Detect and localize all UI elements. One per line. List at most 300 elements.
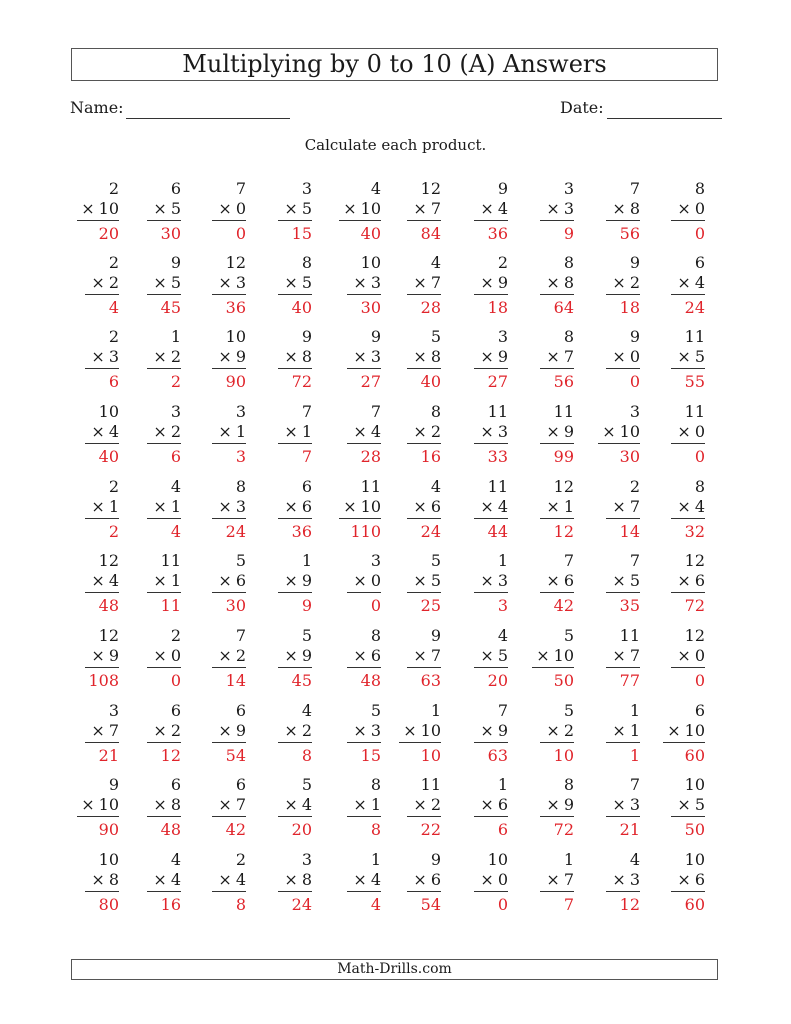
- times-symbol: ×: [612, 795, 626, 814]
- multiplicand: 6: [170, 179, 181, 198]
- answer: 44: [487, 522, 508, 541]
- answer-rule: [671, 368, 705, 369]
- multiplicand: 8: [694, 477, 705, 496]
- multiplicand: 11: [160, 551, 181, 570]
- multiplier-line: [218, 199, 246, 219]
- answer-rule: [347, 816, 381, 817]
- multiplier-line: [343, 497, 381, 517]
- answer: 16: [420, 447, 441, 466]
- problem: [121, 327, 181, 395]
- multiplier-line: [403, 721, 441, 741]
- multiplier-line: [677, 273, 705, 293]
- multiplier: 0: [629, 347, 640, 366]
- problem: [448, 626, 508, 694]
- answer: 54: [420, 895, 441, 914]
- times-symbol: ×: [480, 347, 494, 366]
- multiplier: 1: [170, 497, 181, 516]
- times-symbol: ×: [91, 497, 105, 516]
- times-symbol: ×: [284, 422, 298, 441]
- answer: 21: [98, 746, 119, 765]
- multiplicand: 1: [370, 850, 381, 869]
- answer-rule: [147, 816, 181, 817]
- multiplicand: 8: [563, 253, 574, 272]
- answer: 6: [170, 447, 181, 466]
- multiplicand: 11: [553, 402, 574, 421]
- problem: [121, 253, 181, 321]
- answer: 72: [553, 820, 574, 839]
- times-symbol: ×: [602, 422, 616, 441]
- multiplier-line: [536, 646, 574, 666]
- multiplicand: 9: [629, 253, 640, 272]
- answer-rule: [77, 816, 119, 817]
- answer: 2: [108, 522, 119, 541]
- problem: [645, 701, 705, 769]
- multiplier: 1: [563, 497, 574, 516]
- worksheet-title: Multiplying by 0 to 10 (A) Answers: [71, 48, 718, 81]
- multiplier: 1: [235, 422, 246, 441]
- answer: 0: [370, 596, 381, 615]
- multiplier-line: [612, 721, 640, 741]
- answer-rule: [212, 220, 246, 221]
- multiplier-line: [153, 273, 181, 293]
- times-symbol: ×: [153, 795, 167, 814]
- problem: [252, 775, 312, 843]
- times-symbol: ×: [91, 347, 105, 366]
- answer-rule: [474, 443, 508, 444]
- times-symbol: ×: [677, 347, 691, 366]
- times-symbol: ×: [153, 721, 167, 740]
- answer-rule: [278, 667, 312, 668]
- multiplier-line: [284, 422, 312, 442]
- problem: [448, 253, 508, 321]
- multiplier: 10: [553, 646, 574, 665]
- answer: 0: [497, 895, 508, 914]
- multiplier-line: [667, 721, 705, 741]
- multiplicand: 9: [629, 327, 640, 346]
- answer: 18: [619, 298, 640, 317]
- problem: [580, 179, 640, 247]
- multiplicand: 12: [684, 551, 705, 570]
- times-symbol: ×: [403, 721, 417, 740]
- problem: [321, 253, 381, 321]
- multiplier-line: [413, 273, 441, 293]
- multiplier: 10: [360, 199, 381, 218]
- multiplier: 5: [694, 347, 705, 366]
- multiplicand: 9: [497, 179, 508, 198]
- answer: 42: [553, 596, 574, 615]
- times-symbol: ×: [677, 199, 691, 218]
- answer: 56: [553, 372, 574, 391]
- times-symbol: ×: [153, 870, 167, 889]
- multiplier-line: [284, 571, 312, 591]
- answer-rule: [407, 294, 441, 295]
- answer-rule: [606, 816, 640, 817]
- multiplier-line: [353, 721, 381, 741]
- multiplicand: 4: [301, 701, 312, 720]
- multiplier: 5: [694, 795, 705, 814]
- answer-rule: [540, 220, 574, 221]
- multiplier-line: [353, 870, 381, 890]
- multiplicand: 10: [98, 402, 119, 421]
- answer-rule: [85, 368, 119, 369]
- answer: 40: [98, 447, 119, 466]
- problem: [381, 179, 441, 247]
- problem: [186, 701, 246, 769]
- problem: [321, 850, 381, 918]
- times-symbol: ×: [353, 571, 367, 590]
- times-symbol: ×: [353, 795, 367, 814]
- answer-rule: [212, 518, 246, 519]
- answer-rule: [540, 518, 574, 519]
- multiplier-line: [413, 870, 441, 890]
- multiplicand: 4: [629, 850, 640, 869]
- multiplier-line: [480, 347, 508, 367]
- answer: 18: [487, 298, 508, 317]
- problem: [252, 477, 312, 545]
- times-symbol: ×: [612, 199, 626, 218]
- problem: [59, 253, 119, 321]
- multiplier: 6: [563, 571, 574, 590]
- multiplier-line: [284, 273, 312, 293]
- multiplicand: 11: [487, 477, 508, 496]
- multiplier: 0: [170, 646, 181, 665]
- multiplicand: 10: [98, 850, 119, 869]
- answer-rule: [347, 667, 381, 668]
- answer-rule: [540, 742, 574, 743]
- times-symbol: ×: [218, 571, 232, 590]
- multiplier-line: [612, 795, 640, 815]
- multiplicand: 1: [301, 551, 312, 570]
- times-symbol: ×: [677, 497, 691, 516]
- multiplicand: 5: [430, 327, 441, 346]
- answer-rule: [212, 592, 246, 593]
- multiplier: 5: [301, 199, 312, 218]
- answer-rule: [540, 891, 574, 892]
- multiplicand: 4: [497, 626, 508, 645]
- answer-rule: [540, 368, 574, 369]
- answer-rule: [212, 816, 246, 817]
- problem: [121, 775, 181, 843]
- answer: 1: [629, 746, 640, 765]
- answer-rule: [278, 220, 312, 221]
- problem: [321, 402, 381, 470]
- multiplier-line: [353, 571, 381, 591]
- multiplicand: 8: [301, 253, 312, 272]
- multiplier: 7: [430, 199, 441, 218]
- times-symbol: ×: [413, 795, 427, 814]
- times-symbol: ×: [677, 273, 691, 292]
- answer: 55: [684, 372, 705, 391]
- multiplicand: 2: [235, 850, 246, 869]
- multiplicand: 3: [370, 551, 381, 570]
- problem: [580, 850, 640, 918]
- multiplier: 10: [360, 497, 381, 516]
- multiplier: 2: [235, 646, 246, 665]
- multiplicand: 8: [563, 327, 574, 346]
- problem: [580, 402, 640, 470]
- multiplier-line: [612, 870, 640, 890]
- multiplier: 4: [301, 795, 312, 814]
- multiplier: 4: [694, 273, 705, 292]
- answer: 24: [225, 522, 246, 541]
- multiplicand: 5: [370, 701, 381, 720]
- multiplier-line: [677, 795, 705, 815]
- problem: [121, 477, 181, 545]
- problem: [321, 626, 381, 694]
- times-symbol: ×: [413, 646, 427, 665]
- times-symbol: ×: [546, 721, 560, 740]
- problem: [514, 626, 574, 694]
- answer-rule: [407, 220, 441, 221]
- problem: [580, 701, 640, 769]
- answer-rule: [532, 667, 574, 668]
- problem: [514, 253, 574, 321]
- multiplier-line: [612, 571, 640, 591]
- multiplier-line: [91, 721, 119, 741]
- answer: 14: [619, 522, 640, 541]
- multiplicand: 1: [170, 327, 181, 346]
- multiplier-line: [153, 795, 181, 815]
- multiplier: 5: [629, 571, 640, 590]
- times-symbol: ×: [284, 497, 298, 516]
- times-symbol: ×: [480, 646, 494, 665]
- times-symbol: ×: [91, 571, 105, 590]
- multiplicand: 2: [497, 253, 508, 272]
- problem: [381, 551, 441, 619]
- multiplier: 4: [694, 497, 705, 516]
- multiplier-line: [153, 347, 181, 367]
- answer: 80: [98, 895, 119, 914]
- answer: 48: [360, 671, 381, 690]
- answer-rule: [347, 443, 381, 444]
- answer: 40: [360, 224, 381, 243]
- times-symbol: ×: [218, 497, 232, 516]
- answer: 32: [684, 522, 705, 541]
- problem: [121, 850, 181, 918]
- answer: 35: [619, 596, 640, 615]
- multiplier-line: [546, 347, 574, 367]
- problem: [514, 477, 574, 545]
- answer: 24: [684, 298, 705, 317]
- multiplier: 6: [497, 795, 508, 814]
- answer: 3: [497, 596, 508, 615]
- problem: [514, 402, 574, 470]
- multiplier-line: [153, 571, 181, 591]
- multiplicand: 3: [170, 402, 181, 421]
- multiplier-line: [284, 199, 312, 219]
- multiplicand: 9: [301, 327, 312, 346]
- answer: 8: [235, 895, 246, 914]
- answer: 8: [370, 820, 381, 839]
- multiplier: 2: [563, 721, 574, 740]
- date-label: Date:: [560, 98, 604, 117]
- multiplier-line: [81, 795, 119, 815]
- problem: [186, 775, 246, 843]
- multiplier-line: [546, 199, 574, 219]
- problem: [252, 179, 312, 247]
- multiplicand: 4: [170, 477, 181, 496]
- multiplicand: 2: [108, 179, 119, 198]
- times-symbol: ×: [413, 347, 427, 366]
- multiplier: 9: [497, 347, 508, 366]
- problem: [59, 477, 119, 545]
- answer-rule: [671, 667, 705, 668]
- times-symbol: ×: [153, 497, 167, 516]
- answer-rule: [671, 518, 705, 519]
- answer: 15: [291, 224, 312, 243]
- multiplicand: 12: [684, 626, 705, 645]
- answer-rule: [347, 592, 381, 593]
- multiplier-line: [91, 273, 119, 293]
- multiplicand: 11: [619, 626, 640, 645]
- multiplier-line: [218, 646, 246, 666]
- times-symbol: ×: [612, 497, 626, 516]
- multiplier: 6: [694, 870, 705, 889]
- answer: 20: [291, 820, 312, 839]
- answer: 84: [420, 224, 441, 243]
- answer-rule: [606, 368, 640, 369]
- multiplier: 7: [430, 646, 441, 665]
- times-symbol: ×: [413, 571, 427, 590]
- problem: [186, 850, 246, 918]
- multiplier-line: [413, 422, 441, 442]
- answer: 45: [160, 298, 181, 317]
- multiplicand: 5: [563, 626, 574, 645]
- multiplicand: 12: [225, 253, 246, 272]
- times-symbol: ×: [353, 646, 367, 665]
- problem: [381, 402, 441, 470]
- times-symbol: ×: [284, 870, 298, 889]
- multiplier: 3: [370, 273, 381, 292]
- answer-rule: [85, 518, 119, 519]
- multiplicand: 6: [694, 253, 705, 272]
- problem: [645, 850, 705, 918]
- name-label: Name:: [70, 98, 124, 117]
- multiplicand: 2: [629, 477, 640, 496]
- times-symbol: ×: [480, 870, 494, 889]
- answer-rule: [147, 742, 181, 743]
- problem: [381, 775, 441, 843]
- answer-rule: [347, 368, 381, 369]
- multiplicand: 3: [301, 179, 312, 198]
- multiplier: 2: [301, 721, 312, 740]
- multiplier-line: [153, 646, 181, 666]
- times-symbol: ×: [480, 422, 494, 441]
- multiplicand: 7: [629, 775, 640, 794]
- times-symbol: ×: [284, 199, 298, 218]
- multiplier-line: [612, 199, 640, 219]
- multiplicand: 10: [225, 327, 246, 346]
- problem: [448, 477, 508, 545]
- multiplier: 8: [563, 273, 574, 292]
- answer: 0: [694, 671, 705, 690]
- multiplier: 4: [235, 870, 246, 889]
- problem: [252, 850, 312, 918]
- times-symbol: ×: [218, 646, 232, 665]
- answer: 99: [553, 447, 574, 466]
- times-symbol: ×: [153, 646, 167, 665]
- answer: 7: [301, 447, 312, 466]
- multiplicand: 4: [430, 477, 441, 496]
- times-symbol: ×: [413, 870, 427, 889]
- multiplicand: 12: [553, 477, 574, 496]
- answer: 48: [160, 820, 181, 839]
- problem: [59, 775, 119, 843]
- answer-rule: [474, 742, 508, 743]
- multiplier-line: [413, 795, 441, 815]
- answer: 10: [420, 746, 441, 765]
- multiplicand: 7: [497, 701, 508, 720]
- problem: [448, 179, 508, 247]
- answer-rule: [540, 294, 574, 295]
- answer-rule: [540, 592, 574, 593]
- answer-rule: [606, 667, 640, 668]
- answer-rule: [147, 518, 181, 519]
- answer: 90: [225, 372, 246, 391]
- answer-rule: [278, 443, 312, 444]
- multiplier-line: [413, 646, 441, 666]
- problem: [514, 775, 574, 843]
- multiplicand: 5: [430, 551, 441, 570]
- answer-rule: [474, 592, 508, 593]
- multiplicand: 10: [487, 850, 508, 869]
- answer-rule: [474, 667, 508, 668]
- problem: [580, 626, 640, 694]
- answer: 54: [225, 746, 246, 765]
- answer-rule: [278, 592, 312, 593]
- answer: 4: [108, 298, 119, 317]
- answer-rule: [278, 891, 312, 892]
- multiplicand: 4: [370, 179, 381, 198]
- times-symbol: ×: [153, 347, 167, 366]
- multiplier: 6: [370, 646, 381, 665]
- problem: [321, 327, 381, 395]
- times-symbol: ×: [546, 497, 560, 516]
- times-symbol: ×: [546, 347, 560, 366]
- multiplicand: 9: [370, 327, 381, 346]
- times-symbol: ×: [546, 571, 560, 590]
- times-symbol: ×: [218, 721, 232, 740]
- problem: [121, 701, 181, 769]
- multiplicand: 10: [684, 775, 705, 794]
- multiplier: 4: [370, 870, 381, 889]
- times-symbol: ×: [284, 646, 298, 665]
- multiplier-line: [218, 870, 246, 890]
- problem: [448, 775, 508, 843]
- multiplier: 9: [301, 571, 312, 590]
- multiplier-line: [284, 870, 312, 890]
- times-symbol: ×: [667, 721, 681, 740]
- answer: 6: [497, 820, 508, 839]
- multiplier-line: [413, 199, 441, 219]
- multiplier-line: [284, 721, 312, 741]
- answer: 0: [694, 447, 705, 466]
- answer-rule: [540, 816, 574, 817]
- times-symbol: ×: [413, 497, 427, 516]
- multiplier: 3: [370, 721, 381, 740]
- times-symbol: ×: [353, 870, 367, 889]
- multiplicand: 2: [108, 477, 119, 496]
- multiplicand: 10: [684, 850, 705, 869]
- times-symbol: ×: [284, 347, 298, 366]
- multiplier-line: [612, 273, 640, 293]
- answer-rule: [671, 220, 705, 221]
- answer-rule: [540, 443, 574, 444]
- times-symbol: ×: [546, 422, 560, 441]
- problem: [121, 551, 181, 619]
- multiplicand: 3: [108, 701, 119, 720]
- problem: [186, 327, 246, 395]
